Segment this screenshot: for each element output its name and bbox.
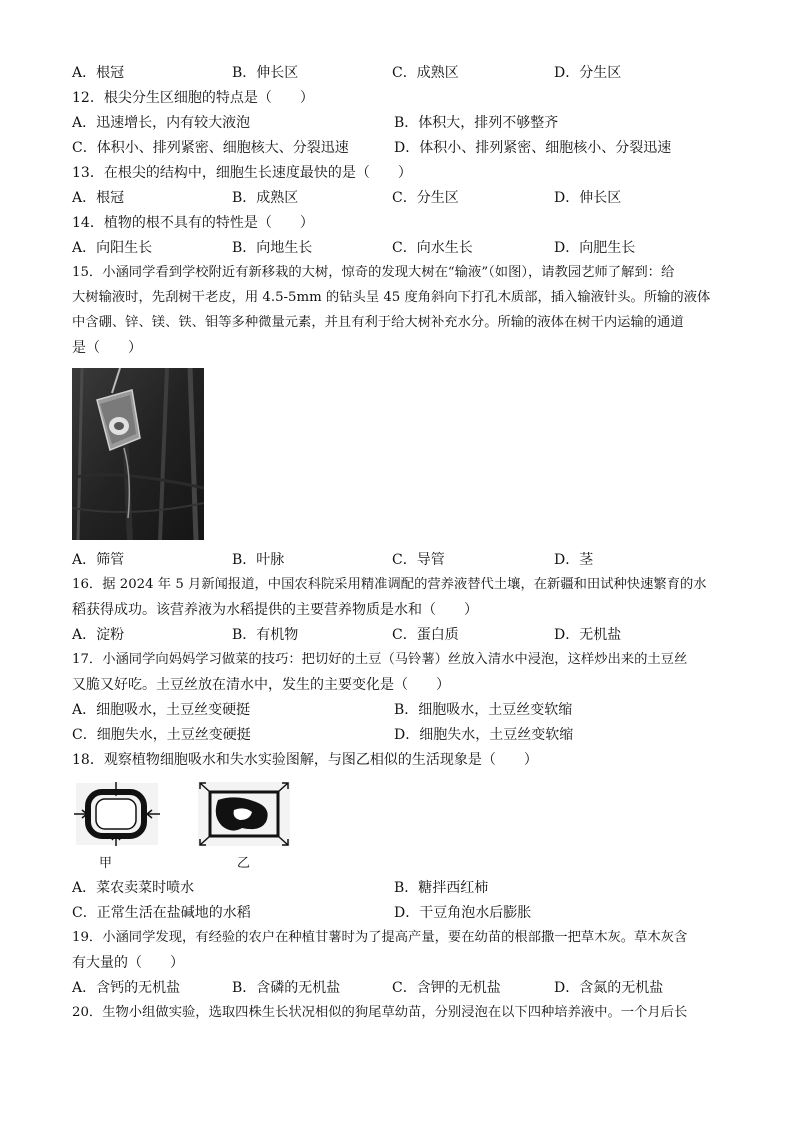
q15-stem-line2: 大树输液时，先刮树干老皮，用 4.5-5mm 的钻头呈 45 度角斜向下打孔木质部，插入输液针头。所输的液体	[72, 290, 711, 305]
q13-options	[72, 188, 732, 208]
q14-option-c[interactable]: C．向水生长	[392, 240, 473, 256]
q12-option-a[interactable]: A．迅速增长，内有较大液泡	[72, 115, 251, 131]
q18-option-b[interactable]: B．糖拌西红柿	[394, 880, 489, 896]
q16-stem-line2: 稻获得成功。该营养液为水稻提供的主要营养物质是水和（ ）	[72, 602, 478, 618]
q18-option-c[interactable]: C．正常生活在盐碱地的水稻	[72, 905, 251, 921]
q14-options	[72, 238, 732, 258]
q17-options-row1	[72, 700, 732, 720]
q16-option-a[interactable]: A．淀粉	[72, 627, 125, 643]
q11-option-b[interactable]: B．伸长区	[232, 65, 299, 81]
q13-option-a[interactable]: A．根冠	[72, 190, 125, 206]
figure-label-jia: 甲	[99, 856, 113, 871]
q15-options	[72, 550, 732, 570]
cell-jia-figure	[72, 780, 162, 850]
q17-stem-line2: 又脆又好吃。土豆丝放在清水中，发生的主要变化是（ ）	[72, 677, 450, 693]
q14-option-d[interactable]: D．向肥生长	[554, 240, 636, 256]
q12-options-row2	[72, 138, 732, 158]
q16-options	[72, 625, 732, 645]
q20-stem-line1: 20．生物小组做实验，选取四株生长状况相似的狗尾草幼苗，分别浸泡在以下四种培养液中。一个月后长	[72, 1005, 688, 1020]
q12-option-d[interactable]: D．体积小、排列紧密、细胞核小、分裂迅速	[394, 140, 672, 156]
q16-option-d[interactable]: D．无机盐	[554, 627, 622, 643]
q18-options-row1	[72, 878, 732, 898]
q13-stem: 13．在根尖的结构中，细胞生长速度最快的是（ ）	[72, 165, 412, 181]
q12-option-b[interactable]: B．体积大，排列不够整齐	[394, 115, 559, 131]
q18-option-d[interactable]: D．干豆角泡水后膨胀	[394, 905, 532, 921]
q15-option-a[interactable]: A．筛管	[72, 552, 125, 568]
q18-option-a[interactable]: A．菜农卖菜时喷水	[72, 880, 195, 896]
q11-option-d[interactable]: D．分生区	[554, 65, 622, 81]
figure-label-yi: 乙	[237, 856, 251, 871]
q15-option-b[interactable]: B．叶脉	[232, 552, 285, 568]
q12-stem: 12．根尖分生区细胞的特点是（ ）	[72, 90, 314, 106]
q11-options	[72, 63, 732, 83]
q18-stem: 18．观察植物细胞吸水和失水实验图解，与图乙相似的生活现象是（ ）	[72, 752, 538, 768]
q15-option-d[interactable]: D．茎	[554, 552, 594, 568]
q16-stem-line1: 16．据 2024 年 5 月新闻报道，中国农科院采用精准调配的营养液替代土壤，在新疆和田试种快速繁育的水	[72, 577, 707, 592]
q12-option-c[interactable]: C．体积小、排列紧密、细胞核大、分裂迅速	[72, 140, 349, 156]
q15-stem-line3: 中含硼、锌、镁、铁、钼等多种微量元素，并且有利于给大树补充水分。所输的液体在树干内运输的通道	[72, 315, 684, 330]
q18-options-row2	[72, 903, 732, 923]
q17-option-a[interactable]: A．细胞吸水，土豆丝变硬挺	[72, 702, 251, 718]
q19-option-c[interactable]: C．含钾的无机盐	[392, 980, 501, 996]
q19-option-d[interactable]: D．含氮的无机盐	[554, 980, 664, 996]
q19-options	[72, 978, 732, 998]
q17-option-c[interactable]: C．细胞失水，土豆丝变硬挺	[72, 727, 251, 743]
q17-options-row2	[72, 725, 732, 745]
q15-stem-line1: 15．小涵同学看到学校附近有新移栽的大树，惊奇的发现大树在“输液”（如图），请教园艺师了解到：给	[72, 265, 675, 280]
q15-stem-line4: 是（ ）	[72, 340, 142, 356]
q17-stem-line1: 17．小涵同学向妈妈学习做菜的技巧：把切好的土豆（马铃薯）丝放入清水中浸泡，这样炒出来的土豆丝	[72, 652, 688, 667]
q11-option-c[interactable]: C．成熟区	[392, 65, 459, 81]
q16-option-b[interactable]: B．有机物	[232, 627, 299, 643]
q14-stem: 14．植物的根不具有的特性是（ ）	[72, 215, 314, 231]
q16-option-c[interactable]: C．蛋白质	[392, 627, 459, 643]
q11-option-a[interactable]: A．根冠	[72, 65, 125, 81]
cell-yi-figure	[196, 780, 292, 850]
q14-option-a[interactable]: A．向阳生长	[72, 240, 153, 256]
q19-option-b[interactable]: B．含磷的无机盐	[232, 980, 341, 996]
q12-options-row1	[72, 113, 732, 133]
q13-option-d[interactable]: D．伸长区	[554, 190, 622, 206]
q15-option-c[interactable]: C．导管	[392, 552, 445, 568]
q19-stem-line1: 19．小涵同学发现，有经验的农户在种植甘薯时为了提高产量，要在幼苗的根部撒一把草木灰。草木灰含	[72, 930, 688, 945]
q13-option-b[interactable]: B．成熟区	[232, 190, 299, 206]
q13-option-c[interactable]: C．分生区	[392, 190, 459, 206]
q17-option-b[interactable]: B．细胞吸水，土豆丝变软缩	[394, 702, 573, 718]
tree-infusion-photo	[72, 368, 204, 540]
q19-option-a[interactable]: A．含钙的无机盐	[72, 980, 181, 996]
q17-option-d[interactable]: D．细胞失水，土豆丝变软缩	[394, 727, 574, 743]
q19-stem-line2: 有大量的（ ）	[72, 955, 184, 971]
q14-option-b[interactable]: B．向地生长	[232, 240, 313, 256]
